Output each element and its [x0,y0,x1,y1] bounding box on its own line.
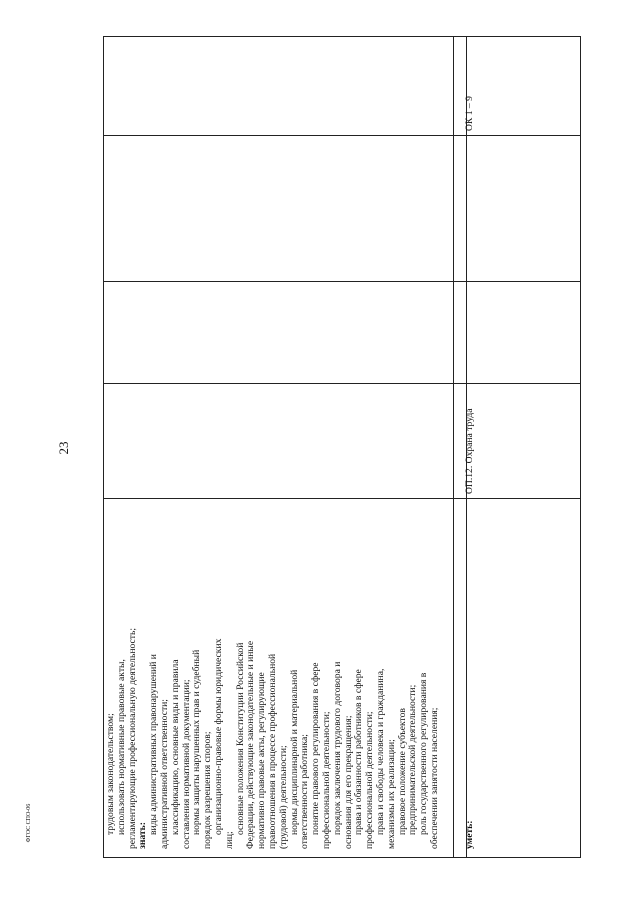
content-line: профессиональной деятельности; [320,711,332,849]
content-line: виды административных правонарушений и [148,654,160,835]
discipline-name: ОП.12. Охрана труда [464,408,475,494]
column-empty-1 [104,383,580,498]
content-line: организационно-правовые формы юридических [212,638,224,835]
footer-code: ФГОС СПО-06 [26,803,32,843]
content-line: лиц; [223,831,235,849]
column-empty-3 [104,135,580,281]
content-line: механизмы их реализации; [385,739,397,849]
content-line: использовать нормативные правовые акты, [115,659,127,835]
content-line: основания для его прекращения; [342,715,354,849]
table-rotated [103,36,581,858]
content-line: нормативно правовые акты, регулирующие [256,672,268,849]
row-divider-1 [453,37,454,857]
content-line: предпринимательской деятельности; [407,684,419,835]
skills-label: уметь: [464,820,475,849]
content-line: Федерации, действующие законодательные и иные [245,640,257,849]
competence-codes: ОК 1 – 9 [464,96,475,131]
content-line: ответственности работника; [299,734,311,849]
content-line: обеспечении занятости населения; [428,707,440,849]
content-line: понятие правового регулирования в сфере [310,662,322,835]
content-line: составления нормативной документации; [180,679,192,849]
content-text [106,628,441,849]
content-line: нормы защиты нарушенных прав и судебный [191,649,203,835]
content-line: роль государственного регулирования в [418,672,430,835]
content-line: нормы дисциплинарной и материальной [288,669,300,835]
content-line: классификацию, основные виды и правила [169,659,181,835]
column-empty-2 [104,281,580,383]
content-line: правоотношения в процессе профессиональной [266,653,278,849]
content-line: (трудовой) деятельности; [277,745,289,849]
content-line: порядок заключения трудового договора и [331,661,343,835]
content-line: основные положения Конституции Российской [234,642,246,835]
content-line: порядок разрешения споров; [202,731,214,849]
content-line: регламентирующие профессиональную деятельность; [126,627,138,849]
content-line: административной ответственности; [158,699,170,849]
page-number: 23 [56,441,71,455]
content-line: правовое положение субъектов [396,708,408,835]
competence-table [103,36,581,858]
content-line: права и свободы человека и гражданина, [374,668,386,835]
content-line: трудовым законодательством; [105,713,116,835]
content-line: профессиональной деятельности; [364,711,376,849]
content-line: права и обязанности работников в сфере [353,669,365,835]
content-line: знать: [137,822,149,849]
column-empty-4 [104,37,580,135]
